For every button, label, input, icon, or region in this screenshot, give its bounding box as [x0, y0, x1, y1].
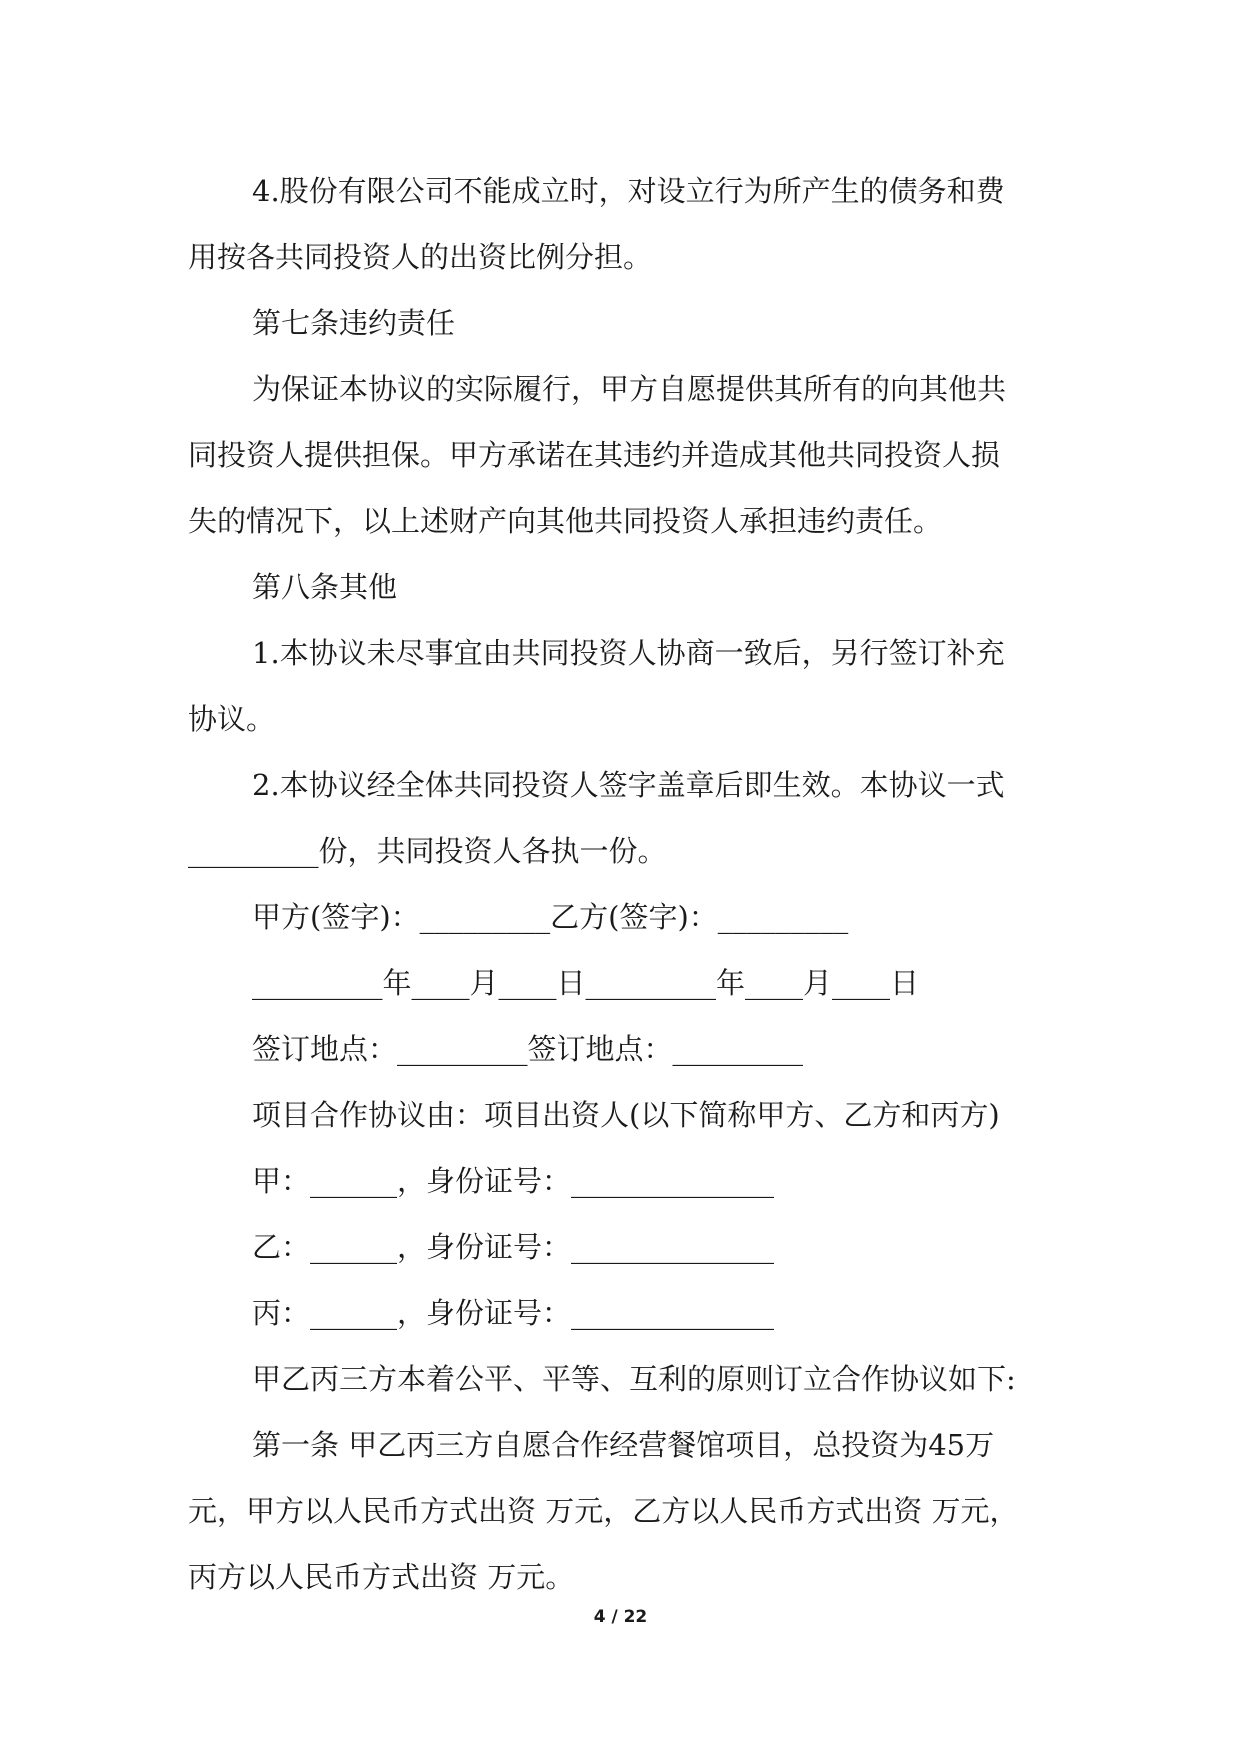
document-line: 丙方以人民币方式出资 万元。: [188, 1560, 575, 1594]
document-line: _________份，共同投资人各执一份。: [188, 834, 667, 868]
document-line: 甲方(签字)：_________乙方(签字)：_________: [252, 900, 849, 934]
document-body: [188, 158, 1058, 1610]
document-line: 协议。: [188, 702, 276, 736]
document-line: 同投资人提供担保。甲方承诺在其违约并造成其他共同投资人损: [188, 438, 1001, 472]
document-line: 为保证本协议的实际履行，甲方自愿提供其所有的向其他共: [252, 372, 1007, 406]
document-line: 第一条 甲乙丙三方自愿合作经营餐馆项目，总投资为45万: [252, 1428, 995, 1462]
document-line: 用按各共同投资人的出资比例分担。: [188, 240, 653, 274]
document-line: 元，甲方以人民币方式出资 万元，乙方以人民币方式出资 万元，: [188, 1494, 1019, 1528]
document-line: 甲：______，身份证号：______________: [252, 1164, 775, 1198]
document-line: 第七条违约责任: [252, 306, 456, 340]
document-line: 失的情况下，以上述财产向其他共同投资人承担违约责任。: [188, 504, 943, 538]
document-line: _________年____月____日_________年____月____日: [252, 966, 920, 1000]
document-line: 甲乙丙三方本着公平、平等、互利的原则订立合作协议如下:: [252, 1362, 1016, 1396]
page-number: 4 / 22: [593, 1607, 648, 1627]
document-line: 2.本协议经全体共同投资人签字盖章后即生效。本协议一式: [252, 768, 1005, 802]
document-line: 丙：______，身份证号：______________: [252, 1296, 775, 1330]
document-line: 项目合作协议由：项目出资人(以下简称甲方、乙方和丙方): [252, 1098, 1000, 1132]
document-line: 1.本协议未尽事宜由共同投资人协商一致后，另行签订补充: [252, 636, 1005, 670]
document-line: 4.股份有限公司不能成立时，对设立行为所产生的债务和费: [252, 174, 1005, 208]
document-line: 第八条其他: [252, 570, 398, 604]
document-line: 乙：______，身份证号：______________: [252, 1230, 775, 1264]
document-line: 签订地点：_________签订地点：_________: [252, 1032, 804, 1066]
